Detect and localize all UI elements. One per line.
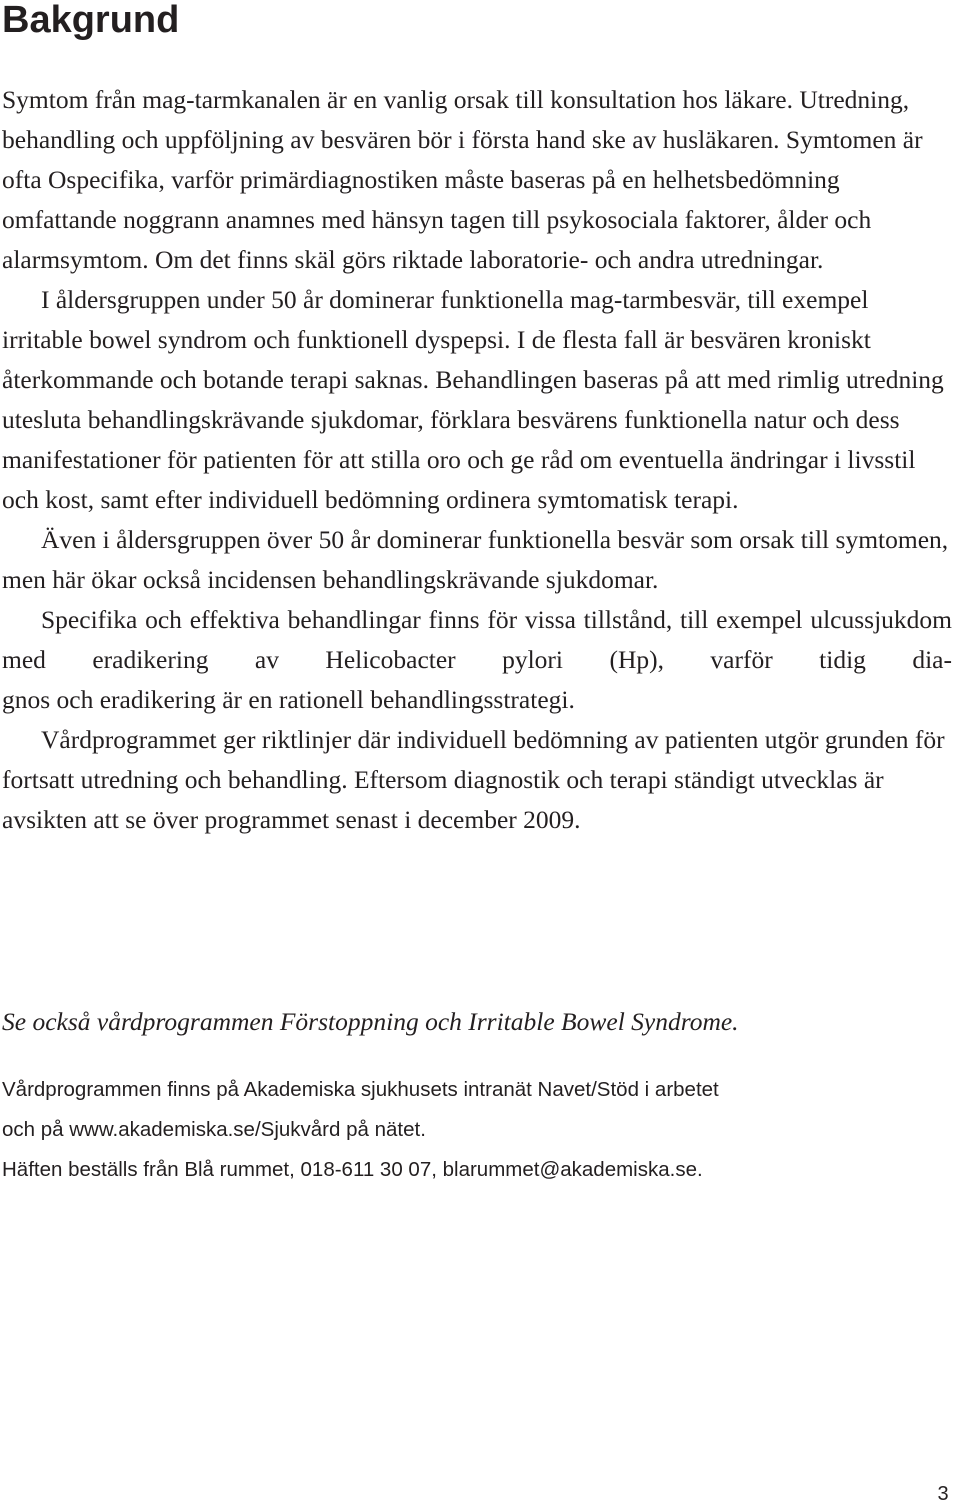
info-line-web: och på www.akademiska.se/Sjukvård på nätet. bbox=[2, 1118, 426, 1141]
page-heading: Bakgrund bbox=[2, 0, 180, 41]
info-line-order: Häften beställs från Blå rummet, 018-611 30 07, blarummet@akademiska.se. bbox=[2, 1158, 703, 1181]
info-block bbox=[2, 1070, 952, 1190]
see-also-note: Se också vårdprogrammen Förstoppning och Irritable Bowel Syndrome. bbox=[2, 1007, 739, 1036]
paragraph-guidelines: Vårdprogrammet ger riktlinjer där individuell bedömning av patienten utgör grunden för fortsatt utredning och behandling. Eftersom diagnostik och terapi ständigt utvecklas är avsikten att se över programmet senast i december 2009. bbox=[2, 725, 945, 834]
paragraph-under-50: I åldersgruppen under 50 år dominerar funktionella mag-tarmbesvär, till exempel irritable bowel syndrom och funktionell dyspepsi. I de flesta fall är besvären kroniskt återkommande och botande terapi saknas. Behandlingen baseras på att med rimlig utredning utesluta behandlingskrävande sjukdomar, förklara besvärens funktionella natur och dess manifestationer för patienten för att stilla oro och ge råd om eventuella ändringar i livsstil och kost, samt efter individuell bedömning ordinera symtomatisk terapi. bbox=[2, 285, 944, 514]
paragraph-specific-treatments bbox=[2, 600, 952, 720]
paragraph-specific-treatments-continued: gnos och eradikering är en rationell behandlingsstrategi. bbox=[2, 685, 575, 714]
paragraph-intro: Symtom från mag-tarmkanalen är en vanlig orsak till konsultation hos läkare. Utredning, behandling och uppföljning av besvären bör i första hand ske av husläkaren. Symtomen är ofta Ospecifika, varför primärdiagnostiken måste baseras på en helhetsbedömning omfattande noggrann anamnes med hänsyn tagen till psykosociala faktorer, ålder och alarmsymtom. Om det finns skäl görs riktade laboratorie- och andra utredningar. bbox=[2, 85, 923, 274]
page-number: 3 bbox=[937, 1483, 949, 1505]
paragraph-over-50: Även i åldersgruppen över 50 år dominerar funktionella besvär som orsak till symtomen, men här ökar också incidensen behandlingskrävande sjukdomar. bbox=[2, 525, 949, 594]
info-line-intranet: Vårdprogrammen finns på Akademiska sjukhusets intranät Navet/Stöd i arbetet bbox=[2, 1078, 719, 1101]
body-text bbox=[2, 80, 952, 840]
paragraph-specific-treatments-text: Specifika och effektiva behandlingar finns för vissa tillstånd, till exempel ulcussjukdom med eradikering av Helicobacter pylori (Hp), varför tidig dia- bbox=[2, 605, 952, 674]
